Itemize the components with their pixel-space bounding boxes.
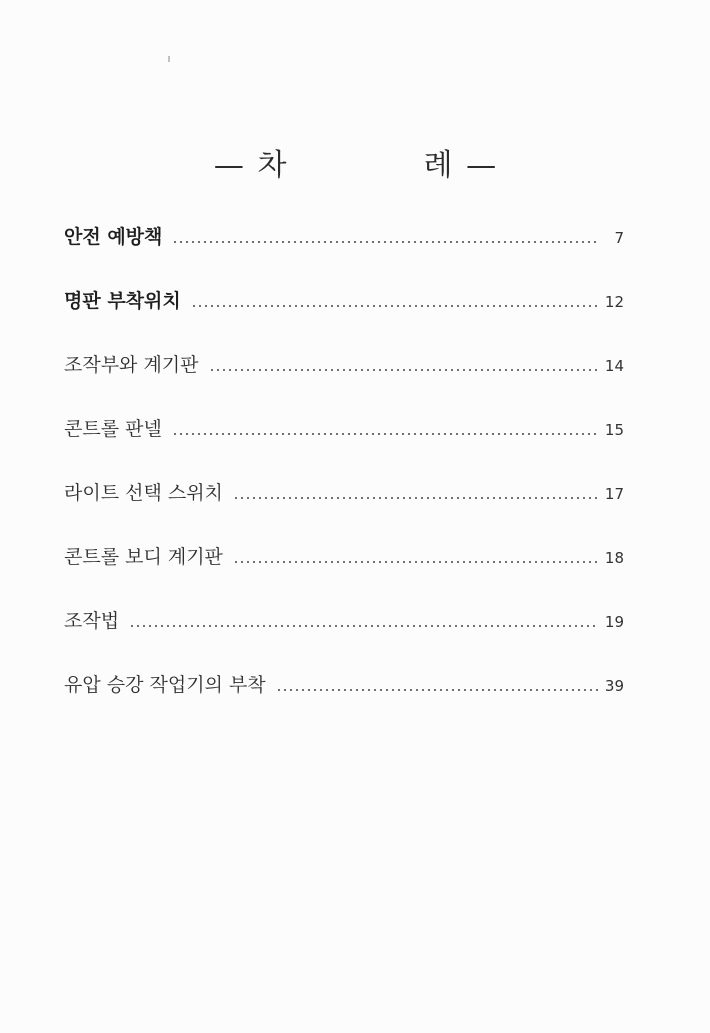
toc-entry-page: 39 [604, 677, 624, 695]
toc-entry-page: 12 [604, 293, 624, 311]
toc-entry-page: 14 [604, 357, 624, 375]
toc-leader-dots [209, 369, 599, 371]
toc-entry-page: 17 [604, 485, 624, 503]
toc-leader-dots [191, 305, 599, 307]
toc-leader-dots [172, 433, 599, 435]
toc-entry-label: 명판 부착위치 [64, 290, 181, 312]
title-dash-left: — [213, 148, 244, 183]
toc-entry-page: 15 [604, 421, 624, 439]
toc-leader-dots [172, 241, 600, 243]
toc-entry[interactable] [64, 222, 624, 286]
table-of-contents [64, 222, 624, 734]
toc-entry-page: 18 [604, 549, 624, 567]
toc-entry-label: 조작법 [64, 610, 120, 632]
title-char-2: 례 [423, 148, 453, 183]
toc-entry-label: 라이트 선택 스위치 [64, 482, 223, 504]
title-dash-right: — [466, 148, 497, 183]
title-char-1: 차 [257, 148, 287, 183]
toc-entry-label: 조작부와 계기판 [64, 354, 199, 376]
toc-leader-dots [233, 561, 599, 563]
toc-entry[interactable] [64, 478, 624, 542]
toc-entry-label: 유압 승강 작업기의 부착 [64, 674, 266, 696]
toc-entry[interactable] [64, 286, 624, 350]
toc-entry[interactable] [64, 670, 624, 734]
toc-entry-page: 19 [604, 613, 624, 631]
toc-leader-dots [233, 497, 599, 499]
toc-entry-label: 안전 예방책 [64, 226, 163, 248]
toc-leader-dots [129, 625, 599, 627]
scan-speck [168, 56, 170, 62]
page-title [0, 140, 710, 184]
toc-entry-page: 7 [614, 229, 624, 247]
toc-entry[interactable] [64, 542, 624, 606]
toc-entry-label: 콘트롤 보디 계기판 [64, 546, 223, 568]
toc-entry[interactable] [64, 350, 624, 414]
toc-entry[interactable] [64, 606, 624, 670]
toc-entry[interactable] [64, 414, 624, 478]
toc-leader-dots [276, 689, 599, 691]
toc-entry-label: 콘트롤 판넬 [64, 418, 162, 440]
